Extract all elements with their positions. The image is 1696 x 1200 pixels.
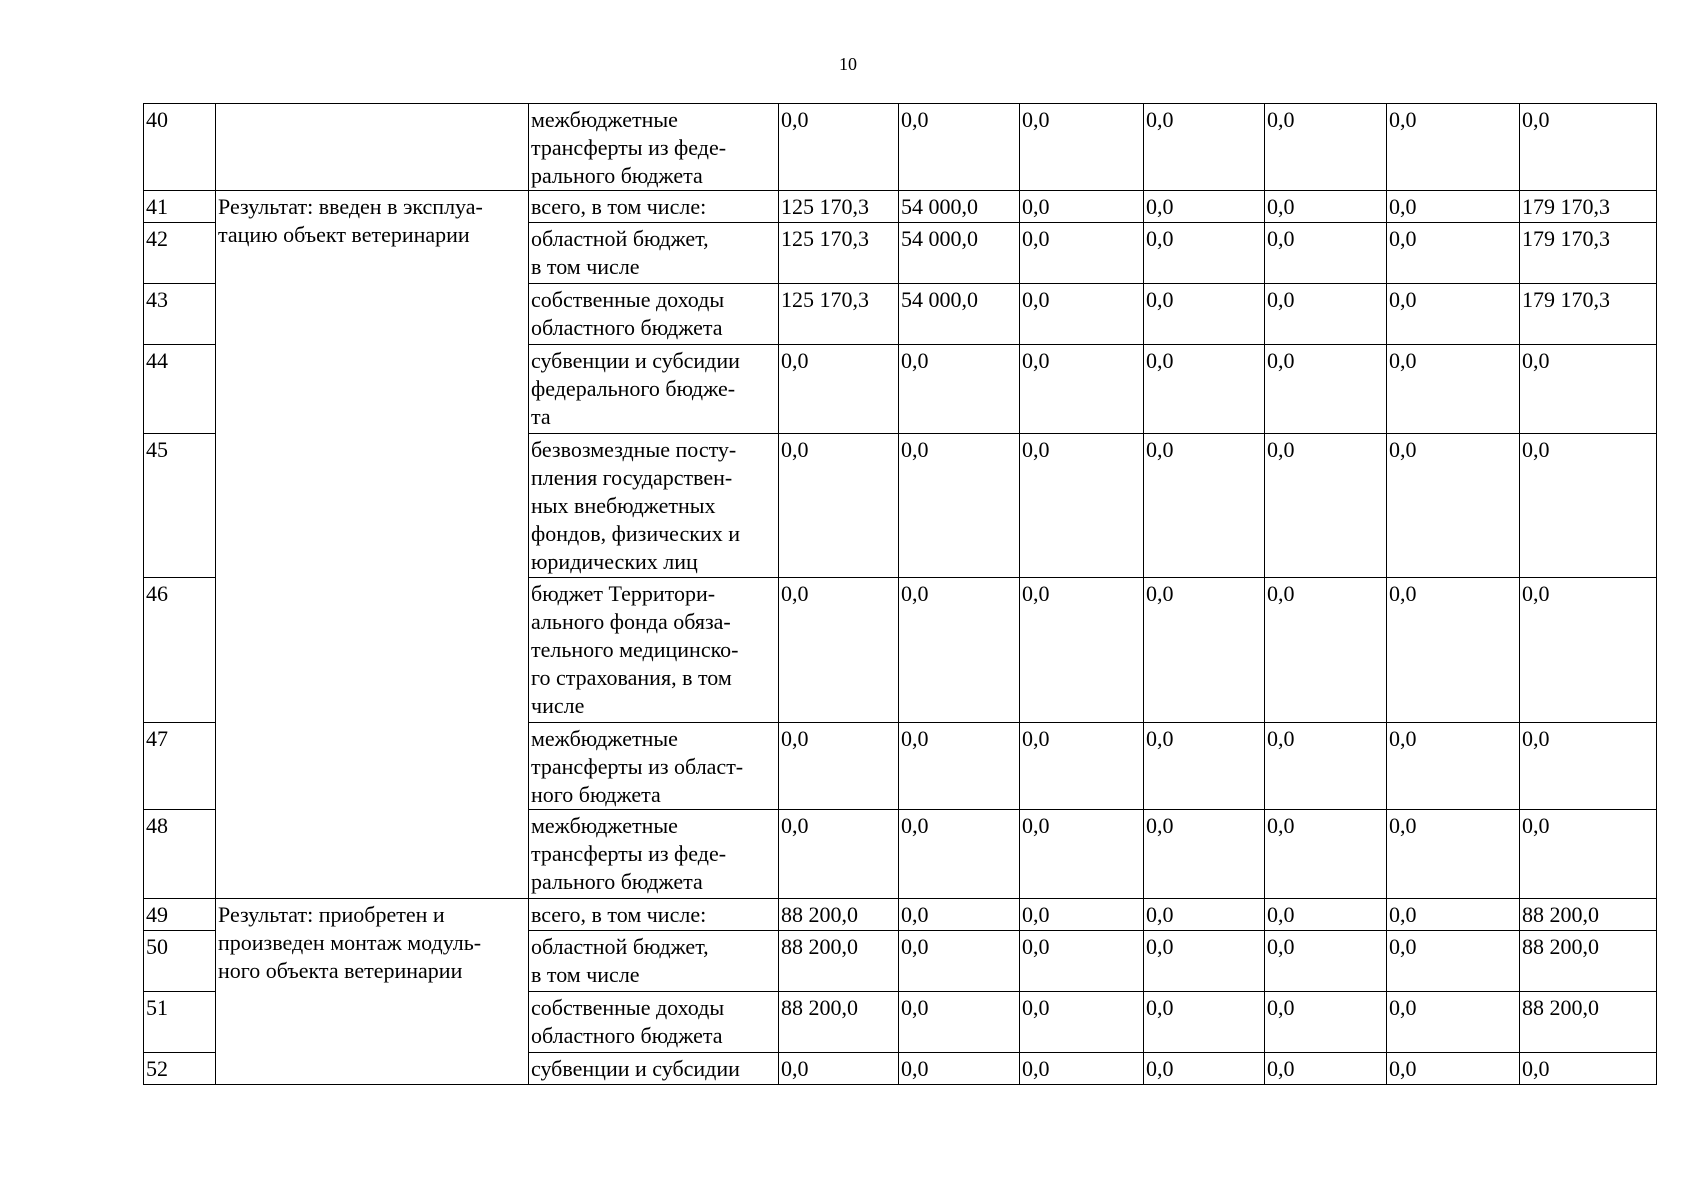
value-cell: 0,0 — [1144, 223, 1265, 284]
value-cell: 0,0 — [779, 578, 899, 723]
value-cell: 0,0 — [1265, 345, 1387, 434]
value-cell: 0,0 — [1265, 723, 1387, 810]
page-number: 10 — [839, 54, 857, 74]
source-name: областной бюджет, в том числе — [529, 931, 779, 992]
value-cell: 0,0 — [1144, 1053, 1265, 1085]
value-cell: 0,0 — [779, 434, 899, 578]
value-cell: 0,0 — [1520, 434, 1657, 578]
source-name: межбюджетные трансферты из феде- рального бюджета — [529, 104, 779, 191]
value-cell: 0,0 — [1020, 104, 1144, 191]
result-cell-empty — [216, 104, 529, 191]
value-cell: 88 200,0 — [779, 992, 899, 1053]
value-cell: 0,0 — [1387, 104, 1520, 191]
value-cell: 0,0 — [1387, 345, 1520, 434]
value-cell: 0,0 — [1265, 434, 1387, 578]
value-cell: 0,0 — [1020, 723, 1144, 810]
row-number: 47 — [144, 723, 216, 810]
source-name: бюджет Территори- ального фонда обяза- тельного медицинско- го страхования, в том числе — [529, 578, 779, 723]
value-cell: 0,0 — [1020, 345, 1144, 434]
row-number: 46 — [144, 578, 216, 723]
value-cell: 0,0 — [1520, 810, 1657, 899]
value-cell: 0,0 — [1387, 1053, 1520, 1085]
source-name: субвенции и субсидии — [529, 1053, 779, 1085]
value-cell: 54 000,0 — [899, 191, 1020, 223]
value-cell: 0,0 — [1265, 810, 1387, 899]
value-cell: 88 200,0 — [779, 899, 899, 931]
value-cell: 125 170,3 — [779, 191, 899, 223]
value-cell: 0,0 — [1520, 1053, 1657, 1085]
value-cell: 0,0 — [1387, 723, 1520, 810]
value-cell: 0,0 — [1387, 578, 1520, 723]
value-cell: 0,0 — [1520, 345, 1657, 434]
value-cell: 0,0 — [1265, 191, 1387, 223]
budget-table — [143, 103, 1657, 1085]
value-cell: 88 200,0 — [1520, 992, 1657, 1053]
value-cell: 179 170,3 — [1520, 191, 1657, 223]
value-cell: 0,0 — [1387, 899, 1520, 931]
row-number: 50 — [144, 931, 216, 992]
source-name: всего, в том числе: — [529, 899, 779, 931]
source-name: субвенции и субсидии федерального бюдже- та — [529, 345, 779, 434]
value-cell: 0,0 — [1020, 284, 1144, 345]
value-cell: 0,0 — [779, 1053, 899, 1085]
row-number: 48 — [144, 810, 216, 899]
value-cell: 0,0 — [1020, 931, 1144, 992]
value-cell: 0,0 — [1387, 223, 1520, 284]
value-cell: 0,0 — [1387, 810, 1520, 899]
row-number: 41 — [144, 191, 216, 223]
value-cell: 0,0 — [1144, 284, 1265, 345]
value-cell: 0,0 — [899, 345, 1020, 434]
value-cell: 0,0 — [1387, 284, 1520, 345]
value-cell: 179 170,3 — [1520, 284, 1657, 345]
source-name: межбюджетные трансферты из феде- рального бюджета — [529, 810, 779, 899]
row-number: 45 — [144, 434, 216, 578]
value-cell: 88 200,0 — [1520, 931, 1657, 992]
source-name: собственные доходы областного бюджета — [529, 284, 779, 345]
value-cell: 0,0 — [1144, 992, 1265, 1053]
value-cell: 0,0 — [1020, 191, 1144, 223]
value-cell: 0,0 — [1520, 578, 1657, 723]
table-row — [144, 191, 1657, 223]
source-name: межбюджетные трансферты из област- ного бюджета — [529, 723, 779, 810]
row-number: 52 — [144, 1053, 216, 1085]
value-cell: 0,0 — [1265, 104, 1387, 191]
value-cell: 0,0 — [1144, 899, 1265, 931]
row-number: 51 — [144, 992, 216, 1053]
value-cell: 0,0 — [1265, 223, 1387, 284]
value-cell: 0,0 — [1144, 191, 1265, 223]
value-cell: 0,0 — [1144, 104, 1265, 191]
source-name: областной бюджет, в том числе — [529, 223, 779, 284]
value-cell: 0,0 — [899, 810, 1020, 899]
value-cell: 0,0 — [1265, 931, 1387, 992]
value-cell: 0,0 — [1020, 223, 1144, 284]
value-cell: 125 170,3 — [779, 223, 899, 284]
value-cell: 54 000,0 — [899, 284, 1020, 345]
value-cell: 0,0 — [1020, 899, 1144, 931]
value-cell: 0,0 — [899, 899, 1020, 931]
result-description: Результат: введен в эксплуа- тацию объект ветеринарии — [216, 191, 529, 899]
value-cell: 0,0 — [1265, 1053, 1387, 1085]
value-cell: 0,0 — [899, 931, 1020, 992]
value-cell: 88 200,0 — [1520, 899, 1657, 931]
row-number: 49 — [144, 899, 216, 931]
value-cell: 0,0 — [1520, 104, 1657, 191]
table-row — [144, 104, 1657, 191]
value-cell: 0,0 — [1144, 434, 1265, 578]
value-cell: 0,0 — [1265, 578, 1387, 723]
row-number: 43 — [144, 284, 216, 345]
value-cell: 0,0 — [779, 723, 899, 810]
value-cell: 0,0 — [1020, 810, 1144, 899]
value-cell: 0,0 — [1020, 578, 1144, 723]
source-name: всего, в том числе: — [529, 191, 779, 223]
value-cell: 0,0 — [1265, 992, 1387, 1053]
value-cell: 0,0 — [1144, 723, 1265, 810]
value-cell: 0,0 — [779, 810, 899, 899]
value-cell: 88 200,0 — [779, 931, 899, 992]
source-name: безвозмездные посту- пления государствен- ных внебюджетных фондов, физических и юридических лиц — [529, 434, 779, 578]
value-cell: 0,0 — [1265, 899, 1387, 931]
value-cell: 0,0 — [1387, 931, 1520, 992]
value-cell: 0,0 — [1387, 191, 1520, 223]
value-cell: 0,0 — [899, 723, 1020, 810]
table-body — [144, 104, 1657, 1085]
value-cell: 0,0 — [1387, 992, 1520, 1053]
value-cell: 0,0 — [779, 345, 899, 434]
row-number: 42 — [144, 223, 216, 284]
value-cell: 0,0 — [1144, 810, 1265, 899]
row-number: 44 — [144, 345, 216, 434]
result-description: Результат: приобретен и произведен монтаж модуль- ного объекта ветеринарии — [216, 899, 529, 1085]
row-number: 40 — [144, 104, 216, 191]
value-cell: 0,0 — [899, 578, 1020, 723]
value-cell: 125 170,3 — [779, 284, 899, 345]
value-cell: 179 170,3 — [1520, 223, 1657, 284]
value-cell: 54 000,0 — [899, 223, 1020, 284]
value-cell: 0,0 — [1020, 1053, 1144, 1085]
value-cell: 0,0 — [1020, 434, 1144, 578]
value-cell: 0,0 — [1020, 992, 1144, 1053]
value-cell: 0,0 — [1387, 434, 1520, 578]
value-cell: 0,0 — [1144, 345, 1265, 434]
value-cell: 0,0 — [1265, 284, 1387, 345]
value-cell: 0,0 — [899, 1053, 1020, 1085]
value-cell: 0,0 — [899, 434, 1020, 578]
value-cell: 0,0 — [1144, 931, 1265, 992]
value-cell: 0,0 — [1144, 578, 1265, 723]
table-row — [144, 899, 1657, 931]
value-cell: 0,0 — [779, 104, 899, 191]
value-cell: 0,0 — [1520, 723, 1657, 810]
value-cell: 0,0 — [899, 104, 1020, 191]
value-cell: 0,0 — [899, 992, 1020, 1053]
source-name: собственные доходы областного бюджета — [529, 992, 779, 1053]
